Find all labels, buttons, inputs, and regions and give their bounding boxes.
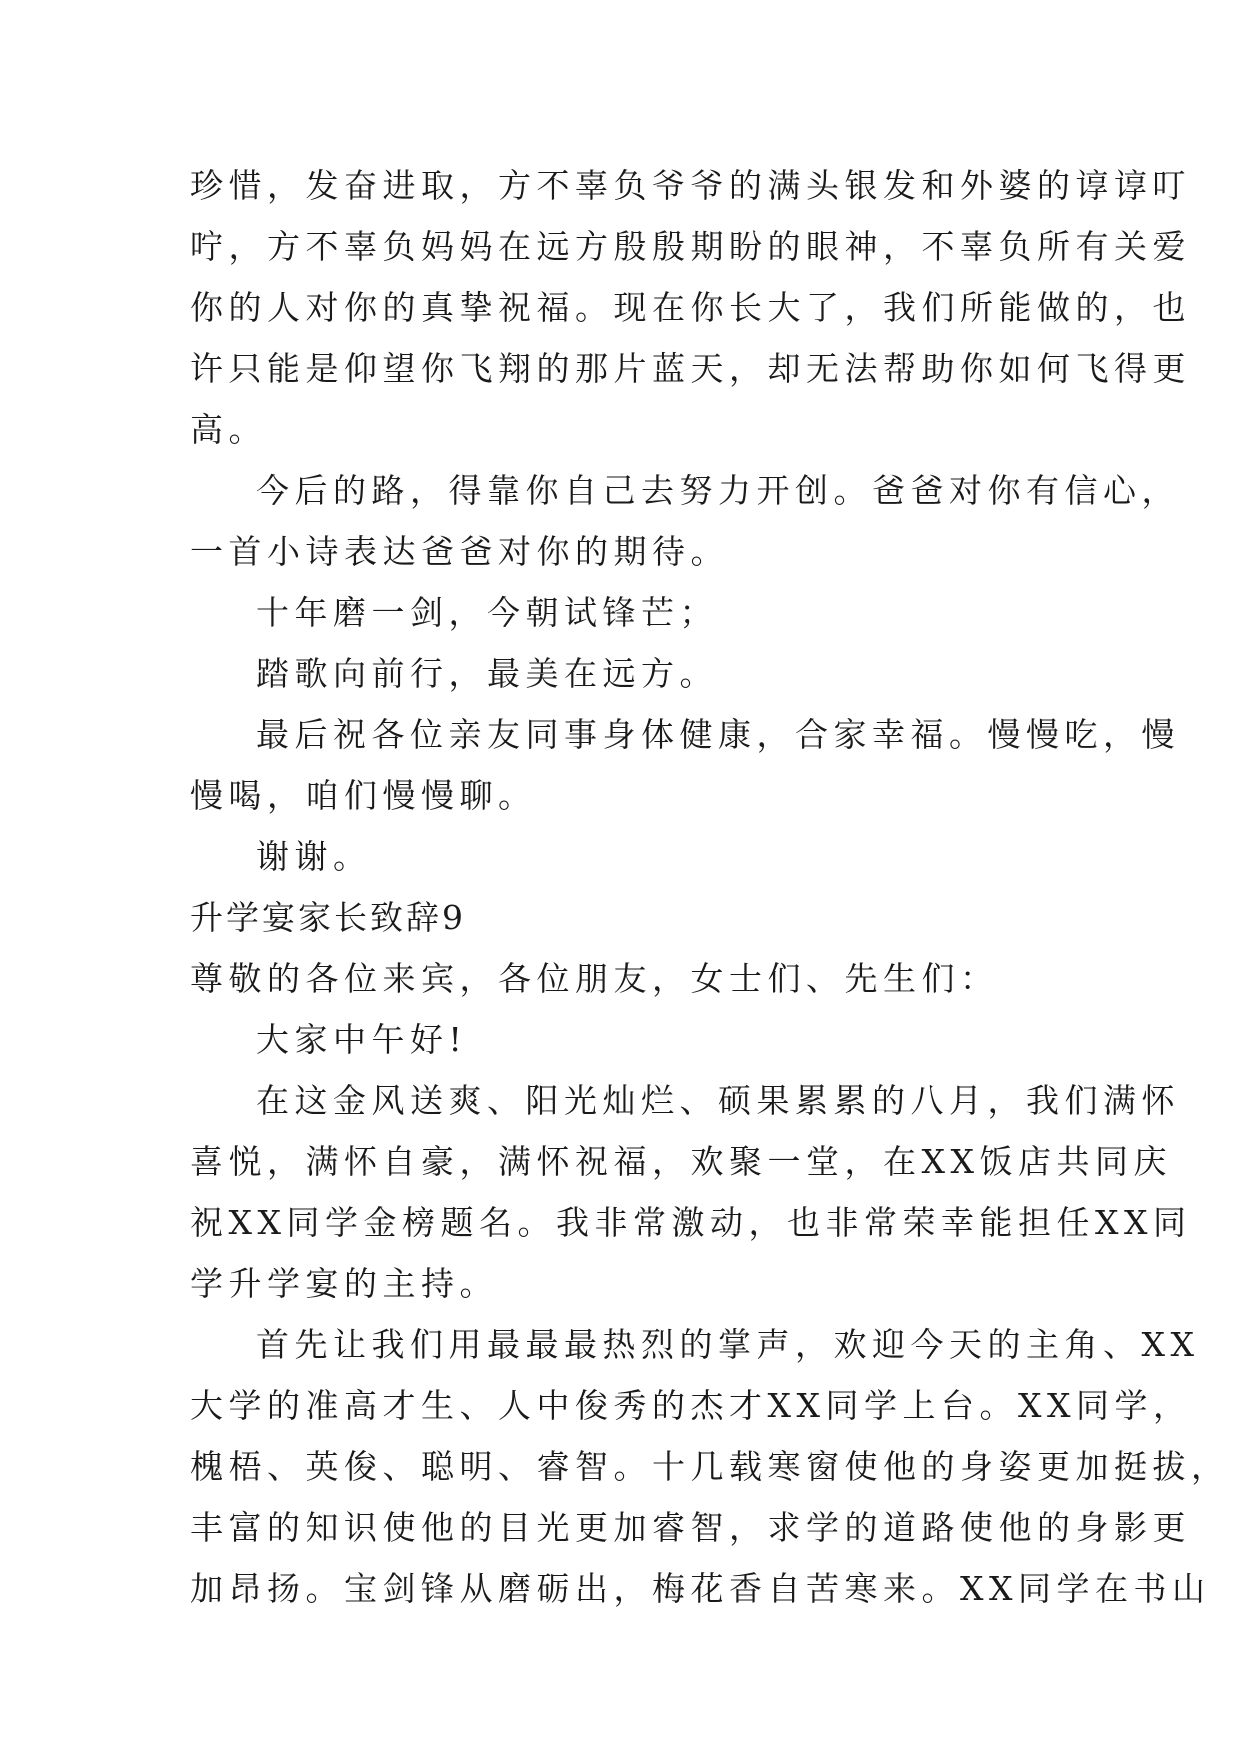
paragraph-line: 今后的路，得靠你自己去努力开创。爸爸对你有信心， — [256, 471, 1180, 510]
paragraph-line: 大家中午好! — [256, 1020, 468, 1059]
paragraph-line: 许只能是仰望你飞翔的那片蓝天，却无法帮助你如何飞得更 — [190, 349, 1191, 388]
paragraph-line: 高。 — [190, 410, 267, 449]
section-title: 升学宴家长致辞9 — [190, 898, 466, 937]
paragraph-line: 喜悦，满怀自豪，满怀祝福，欢聚一堂，在XX饭店共同庆 — [190, 1142, 1172, 1181]
paragraph-line: 加昂扬。宝剑锋从磨砺出，梅花香自苦寒来。XX同学在书山 — [190, 1569, 1211, 1608]
paragraph-line: 你的人对你的真挚祝福。现在你长大了，我们所能做的，也 — [190, 288, 1191, 327]
paragraph-line: 慢喝，咱们慢慢聊。 — [190, 776, 537, 815]
paragraph-line: 学升学宴的主持。 — [190, 1264, 498, 1303]
paragraph-line: 谢谢。 — [256, 837, 372, 876]
paragraph-line: 在这金风送爽、阳光灿烂、硕果累累的八月，我们满怀 — [256, 1081, 1180, 1120]
poem-line: 踏歌向前行，最美在远方。 — [256, 654, 718, 693]
paragraph-line: 丰富的知识使他的目光更加睿智，求学的道路使他的身影更 — [190, 1508, 1191, 1547]
paragraph-line: 祝XX同学金榜题名。我非常激动，也非常荣幸能担任XX同 — [190, 1203, 1192, 1242]
paragraph-line: 大学的准高才生、人中俊秀的杰才XX同学上台。XX同学， — [190, 1386, 1192, 1425]
poem-line: 十年磨一剑，今朝试锋芒； — [256, 593, 718, 632]
paragraph-line: 一首小诗表达爸爸对你的期待。 — [190, 532, 729, 571]
paragraph-line: 槐梧、英俊、聪明、睿智。十几载寒窗使他的身姿更加挺拔， — [190, 1447, 1230, 1486]
paragraph-line: 最后祝各位亲友同事身体健康，合家幸福。慢慢吃，慢 — [256, 715, 1180, 754]
document-body — [190, 155, 1230, 1619]
salutation-line: 尊敬的各位来宾，各位朋友，女士们、先生们： — [190, 959, 999, 998]
paragraph-line: 首先让我们用最最最热烈的掌声，欢迎今天的主角、XX — [256, 1325, 1200, 1364]
paragraph-line: 珍惜，发奋进取，方不辜负爷爷的满头银发和外婆的谆谆叮 — [190, 166, 1191, 205]
paragraph-line: 咛，方不辜负妈妈在远方殷殷期盼的眼神，不辜负所有关爱 — [190, 227, 1191, 266]
